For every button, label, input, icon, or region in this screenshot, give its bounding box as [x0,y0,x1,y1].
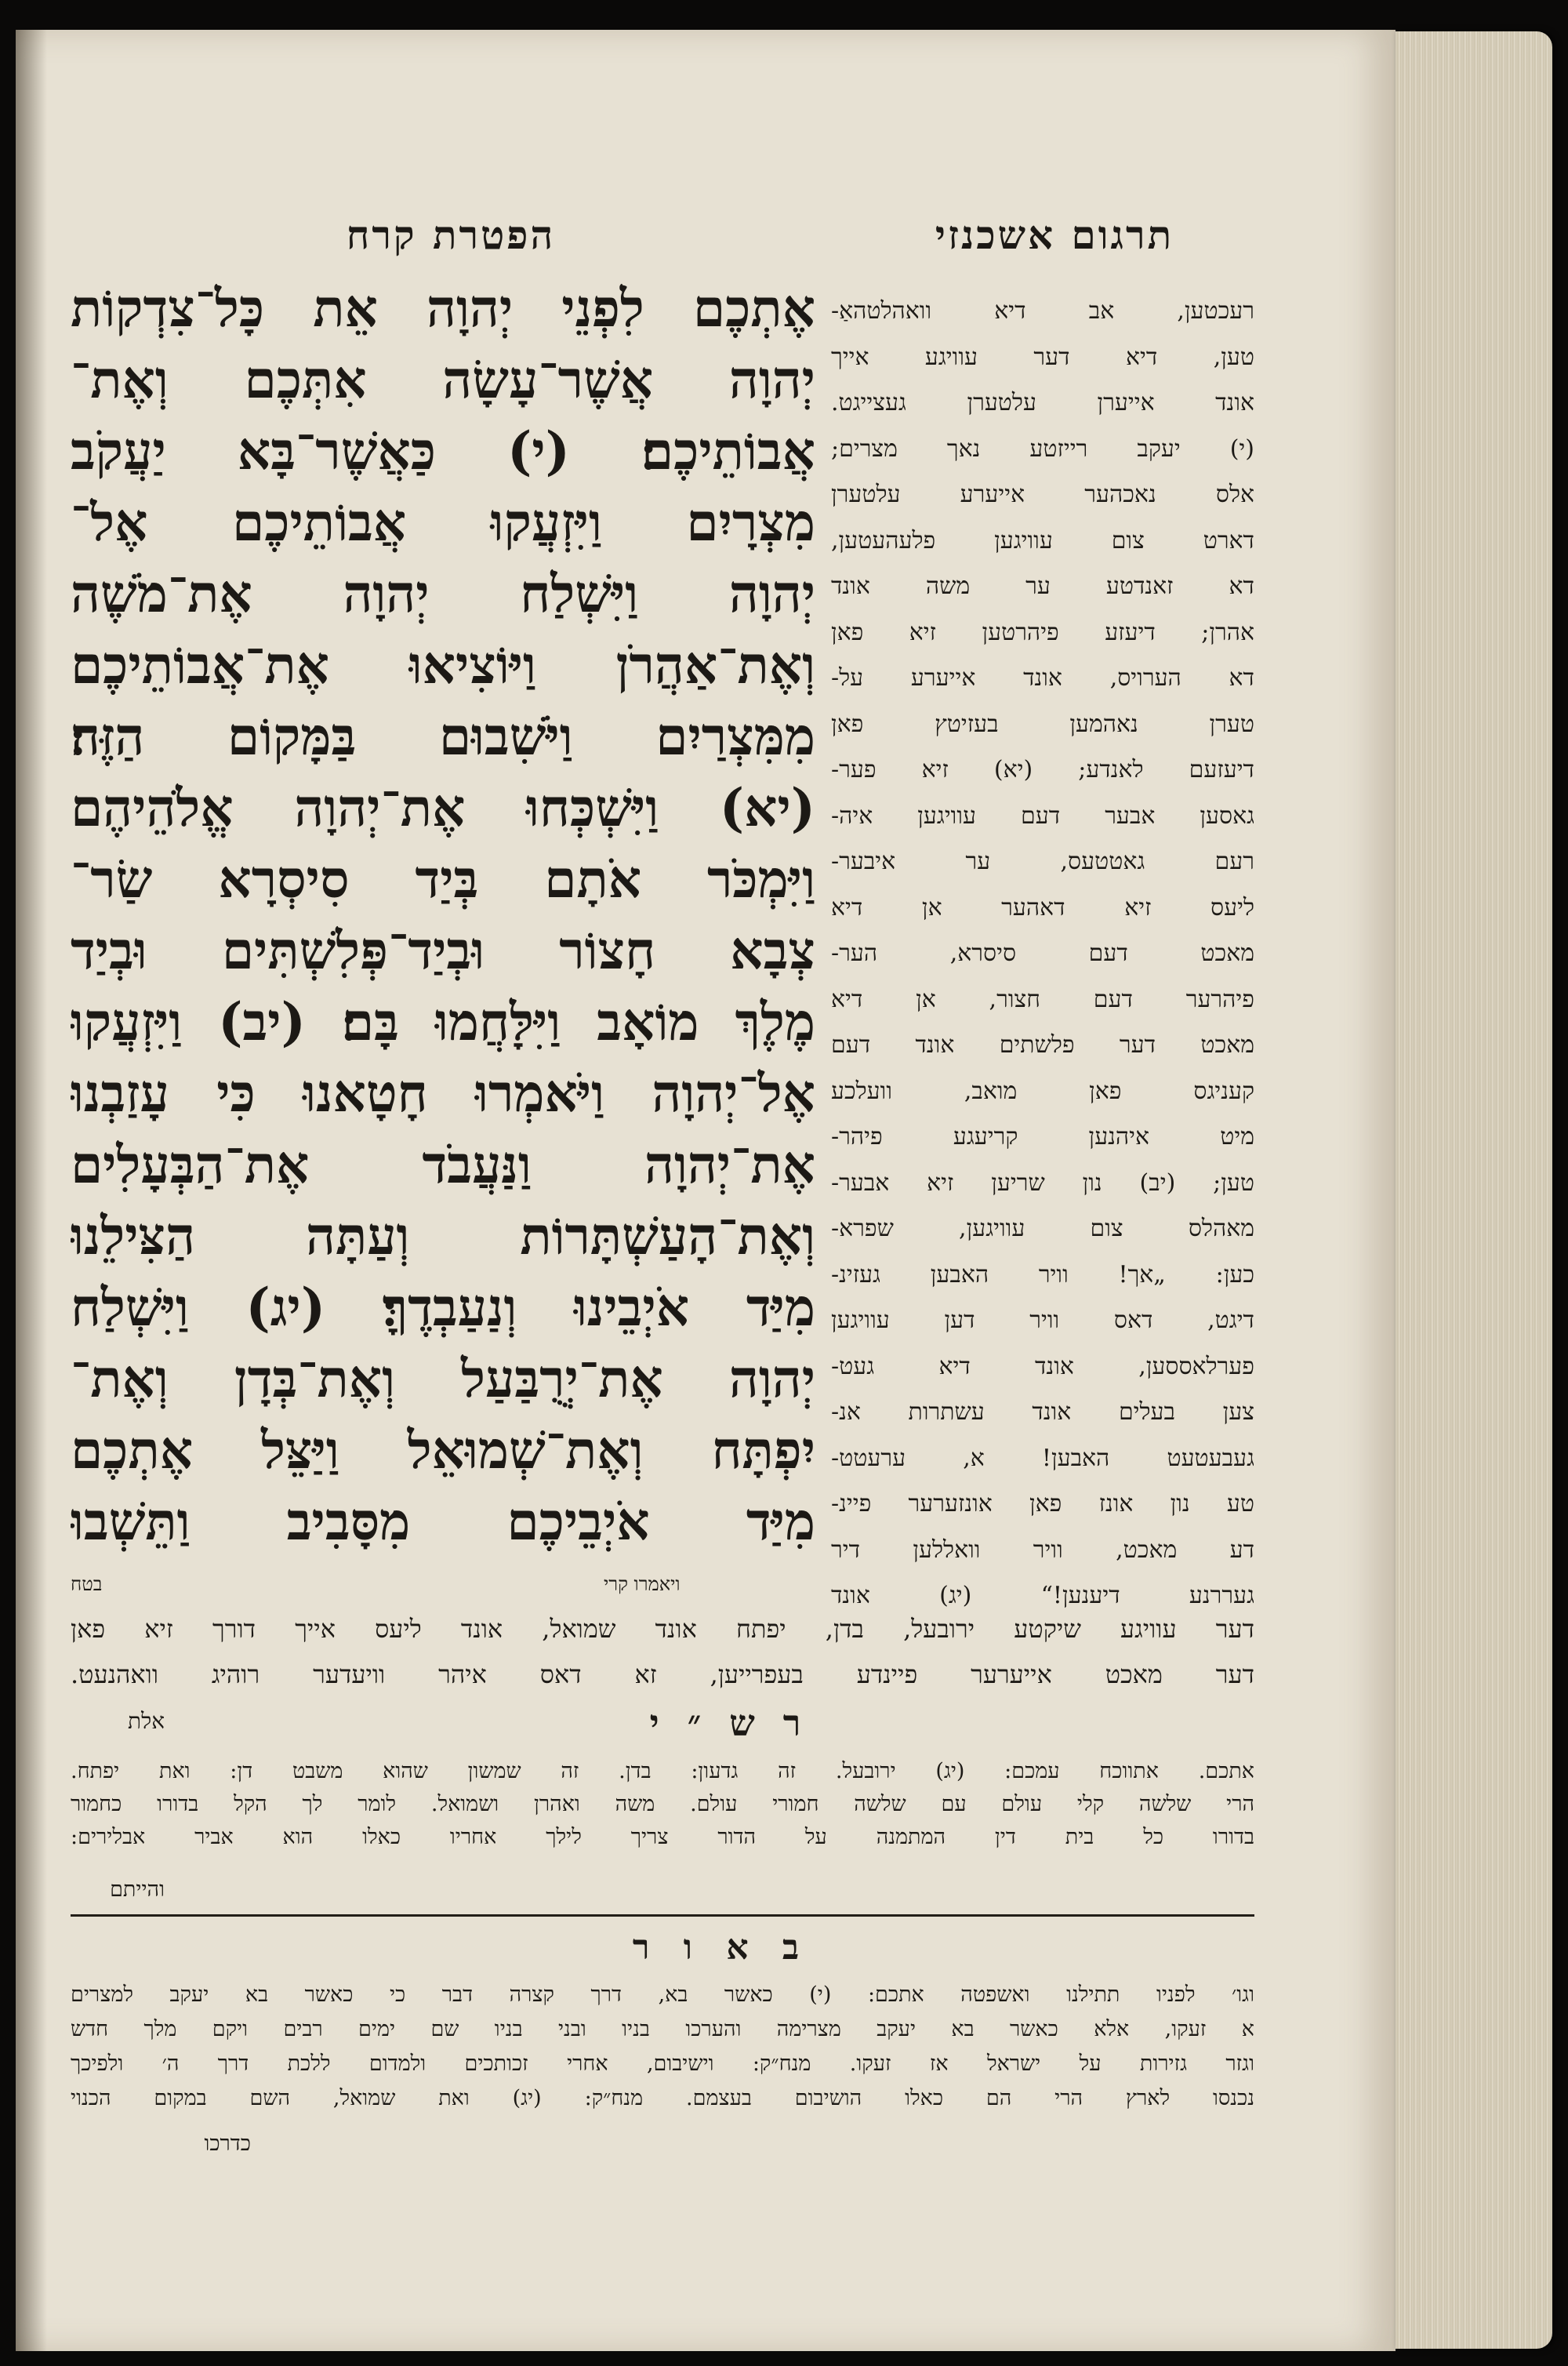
translation-line: געררנע דיענען!“ (יג) אונד [831,1582,1254,1609]
hebrew-text-line: יִפְתָּח וְאֶת־שְׁמוּאֵל וַיַּצֵּל אֶתְכֶם [71,1419,815,1481]
translation-column [831,289,1254,1619]
page-header-haftarah: הפטרת קרח [346,212,556,258]
translation-line: דע מאכט, וויר וואללען דיר [831,1536,1254,1564]
hebrew-text-line: מִמִּצְרַיִם וַיֹּשִׁבוּם בַּמָּקוֹם הַזֶּה׃ [71,706,815,767]
translation-line: מאכט דעם סיסרא, הער- [831,939,1254,967]
biur-commentary [71,1978,1254,2116]
hebrew-text-line: אֶתְכֶם לִפְנֵי יְהוָה אֵת כָּל־צִדְקוֹת [71,278,815,339]
translation-line: אלס נאכהער אייערע עלטערן [831,481,1254,508]
translation-line: אונד אייערן עלטערן געצייגט. [831,389,1254,416]
binding-shadow [16,30,47,2351]
kri-note-middle: ויאמרו קרי [604,1573,681,1595]
kri-note-left: בטח [71,1573,103,1595]
translation-line: טען; (יב) נון שריען זיא אבער- [831,1168,1254,1197]
translation-line: (י) יעקב רייזטע נאך מצרים; [831,434,1254,463]
biur-line: וגזר גזירות על ישראל אז זעקו. מנח״ק: וישיבום, אחרי זכותכים ולמדום ללכת דרך ה׳ ולפיכך [71,2052,1254,2076]
translation-line: פערלאססען, אונד דיא געט- [831,1352,1254,1380]
translation-line: מאהלס צום עוויגען, שפרא- [831,1215,1254,1242]
biur-heading: ב א ו ר [632,1928,811,1968]
translation-line: טע נון אונז פאן אונזערער פיינ- [831,1490,1254,1517]
translation-line: רעכטען, אב דיא וואהלטהאַ- [831,297,1254,325]
translation-line: פיהרער דעם חצור, אן דיא [831,985,1254,1013]
translation-line: געבעטעט האבען! א, ערעטט- [831,1444,1254,1472]
rashi-line: בדורו כל בית דין המתמנה על הדור צריך לילך אחריו כאלו הוא אביר אבלירים: [71,1825,1254,1849]
full-width-translation [71,1606,1254,1697]
hebrew-text-line: אֲבוֹתֵיכֶם׃ (י) כַּאֲשֶׁר־בָּא יַעֲקֹב [71,420,815,482]
rashi-line: אתכם. אתווכח עמכם: (יג) ירובעל. זה גדעון: בדן. זה שמשון שהוא משבט דן: ואת יפתח. [71,1759,1254,1783]
hebrew-text-line: וַיִּמְכֹּר אֹתָם בְּיַד סִיסְרָא שַׂר־ [71,849,815,910]
rashi-line: הרי שלשה קלי עולם עם שלשה חמורי עולם. משה ואהרן ושמואל. לומר לך הקל בדורו כחמור [71,1792,1254,1816]
hebrew-text-line: מִיַּד אֹיְבֵיכֶם מִסָּבִיב וַתֵּשְׁבוּ [71,1491,815,1552]
translation-line: מאכט דער פלשתים אונד דעם [831,1031,1254,1059]
hebrew-text-line: מִיַּד אֹיְבֵינוּ וְנַעַבְדֶךָּ׃ (יג) וַיִּשְׁלַח [71,1277,815,1338]
hebrew-text-line: אֶל־יְהוָה וַיֹּאמְרוּ חָטָאנוּ כִּי עָזַבְנוּ [71,1063,815,1124]
biur-line: וגו׳ לפניו תתילנו ואשפטה אתכם: (י) כאשר בא, דרך קצרה דבר כי כאשר בא יעקב למצרים [71,1983,1254,2007]
translation-line: גאסען אבער דעם עוויגען איה- [831,801,1254,830]
rashi-trailing-word: והייתם [110,1877,165,1902]
translation-line: מיט איהנען קריעגע פיהר- [831,1123,1254,1150]
full-width-line: דער מאכט אייערער פיינדע בעפרייען, זא דאס איהר וויעדער רוהיג וואהנעט. [71,1659,1254,1689]
hebrew-text-line: יְהוָה אֶת־יְרֻבַּעַל וְאֶת־בְּדָן וְאֶת־ [71,1348,815,1409]
hebrew-text-line: (יא) וַיִּשְׁכְּחוּ אֶת־יְהוָה אֱלֹהֵיהֶם [71,777,815,838]
book-page-edges [1396,31,1552,2349]
translation-line: כען: „אך! וויר האבען געזינ- [831,1260,1254,1288]
translation-line: דיגט, דאס וויר דען עוויגען [831,1307,1254,1334]
translation-line: צען בעלים אונד עשתרות אנ- [831,1398,1254,1426]
biur-line: נכנסו לארץ הרי הם כאלו הושיבום בעצמם. מנח״ק: (יג) ואת שמואל, השם במקום הכנוי [71,2086,1254,2110]
section-divider [71,1914,1254,1920]
translation-line: דא זאנדטע ער משה אונד [831,572,1254,600]
hebrew-text-line: צְבָא חָצוֹר וּבְיַד־פְּלִשְׁתִּים וּבְיַד [71,920,815,981]
hebrew-text-line: אֶת־יְהוָה וַנַּעֲבֹד אֶת־הַבְּעָלִים [71,1134,815,1195]
kri-notes-row [71,1573,815,1605]
hebrew-text-line: וְאֶת־אַהֲרֹן וַיּוֹצִיאוּ אֶת־אֲבוֹתֵיכֶם [71,634,815,696]
translation-line: אהרן; דיעזע פיהרטען זיא פאן [831,618,1254,646]
page-header-translation: תרגום אשכנזי [935,212,1174,258]
hebrew-text-line: וְאֶת־הָעַשְׁתָּרוֹת וְעַתָּה הַצִּילֵנוּ [71,1205,815,1267]
hebrew-text-line: מִצְרָיִם וַיִּזְעֲקוּ אֲבוֹתֵיכֶם אֶל־ [71,492,815,553]
hebrew-text-line: מֶלֶךְ מוֹאָב וַיִּלָּחֲמוּ בָּם׃ (יב) וַיִּזְעֲקוּ [71,991,815,1052]
biur-catchword: כדרכו [204,2132,251,2156]
hebrew-text-line: יְהוָה אֲשֶׁר־עָשָׂה אִתְּכֶם וְאֶת־ [71,349,815,410]
translation-line: קעניגס פאן מואב, וועלכע [831,1077,1254,1105]
translation-line: טערן נאהמען בעזיטץ פאן [831,710,1254,738]
rashi-commentary [71,1755,1254,1854]
hebrew-text-column [71,273,815,1557]
hebrew-text-line: יְהוָה וַיִּשְׁלַח יְהוָה אֶת־מֹשֶׁה [71,563,815,624]
rashi-catchword: אלת [128,1708,165,1734]
translation-line: ליעס זיא דאהער אן דיא [831,893,1254,921]
rashi-heading: ר ש ״ י [649,1702,809,1744]
translation-line: דיעזעם לאנדע; (יא) זיא פער- [831,756,1254,783]
translation-line: רעם גאטטעס, ער איבער- [831,848,1254,875]
book-page [16,30,1396,2351]
translation-line: דא הערויס, אונד אייערע על- [831,664,1254,692]
full-width-line: דער עוויגע שיקטע ירובעל, בדן, יפתח אונד שמואל, אונד ליעס אייך דורך זיא פאן [71,1614,1254,1644]
biur-line: א זעקו, אלא כאשר בא יעקב מצרימה והערכו בניו ובני בניו שם ימים רבים ויקם מלך חדש [71,2017,1254,2041]
translation-line: דארט צום עוויגען פלעהעטען, [831,526,1254,554]
translation-line: טען, דיא דער עוויגע אייך [831,343,1254,371]
